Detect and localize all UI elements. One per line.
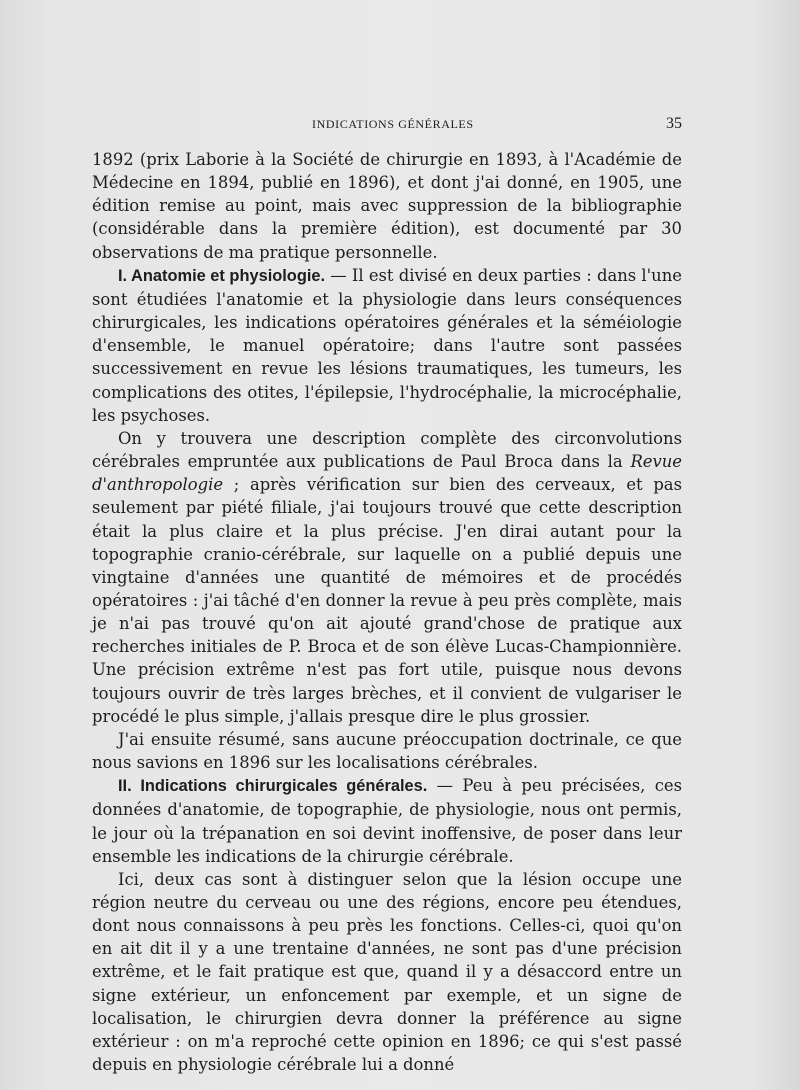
paragraph-text: ; après vérification sur bien des cerveaux, et pas seulement par piété filiale, j'ai toujours trouvé que cette description était la plus claire et la plus précise. J'en dirai autant pour la topographie cranio-cérébrale, sur laquelle on a publié depuis une vingtaine d'années une quantité de mémoires et de procédés opératoires : j'ai tâché d'en donner la revue à peu près complète, mais je n'ai pas trouvé qu'on ait ajouté grand'chose de pratique aux recherches initiales de P. Broca et de son élève Lucas-Championnière. Une précision extrême n'est pas fort utile, puisque nous devons toujours ouvrir de très larges brèches, et il convient de vulgariser le procédé le plus simple, j'allais presque dire le plus grossier. — [92, 475, 682, 726]
paragraph-indications — [92, 774, 682, 868]
paragraph-text: On y trouvera une description complète des circonvolutions cérébrales empruntée aux publications de Paul Broca dans la — [92, 428, 682, 472]
section-heading-anatomie: I. Anatomie et physiologie. — [118, 266, 326, 285]
page-header — [92, 113, 682, 139]
paragraph-localisations: J'ai ensuite résumé, sans aucune préoccupation doctrinale, ce que nous savions en 1896 sur les localisations cérébrales. — [92, 729, 682, 773]
running-title: INDICATIONS GÉNÉRALES — [312, 117, 474, 131]
paragraph-circonvolutions — [92, 427, 682, 728]
journal-title: Revue d'anthropologie — [92, 452, 682, 495]
paragraph-text: — Peu à peu précisées, ces données d'anatomie, de topographie, de physiologie, nous ont permis, le jour où la trépanation en soi devint inoffensive, de poser dans leur ensemble les indications de la chirurgie cérébrale. — [92, 776, 682, 866]
page-body — [92, 148, 682, 1076]
paragraph-text: — Il est divisé en deux parties : dans l'une sont étudiées l'anatomie et la physiologie dans leurs conséquences chirurgicales, les indications opératoires générales et la séméiologie d'ensemble, le manuel opératoire; dans l'autre sont passées successivement en revue les lésions traumatiques, les tumeurs, les complications des otites, l'épilepsie, l'hydrocéphalie, la microcéphalie, les psychoses. — [92, 265, 682, 425]
page-number: 35 — [666, 115, 682, 132]
paragraph-anatomie — [92, 264, 682, 427]
section-heading-indications: II. Indications chirurgicales générales. — [118, 777, 428, 796]
paragraph-continued: 1892 (prix Laborie à la Société de chirurgie en 1893, à l'Académie de Médecine en 1894, publié en 1896), et dont j'ai donné, en 1905, une édition remise au point, mais avec suppression de la bibliographie (considérable dans la première édition), est documenté par 30 observations de ma pratique personnelle. — [92, 150, 682, 262]
paragraph-cas: Ici, deux cas sont à distinguer selon que la lésion occupe une région neutre du cerveau ou une des régions, encore peu étendues, dont nous connaissons à peu près les fonctions. Celles-ci, quoi qu'on en ait dit il y a une trentaine d'années, ne sont pas d'une précision extrême, et le fait pratique est que, quand il y a désaccord entre un signe extérieur, un enfoncement par exemple, et un signe de localisation, le chirurgien devra donner la préférence au signe extérieur : on m'a reproché cette opinion en 1896; ce qui s'est passé depuis en physiologie cérébrale lui a donné — [92, 869, 682, 1075]
